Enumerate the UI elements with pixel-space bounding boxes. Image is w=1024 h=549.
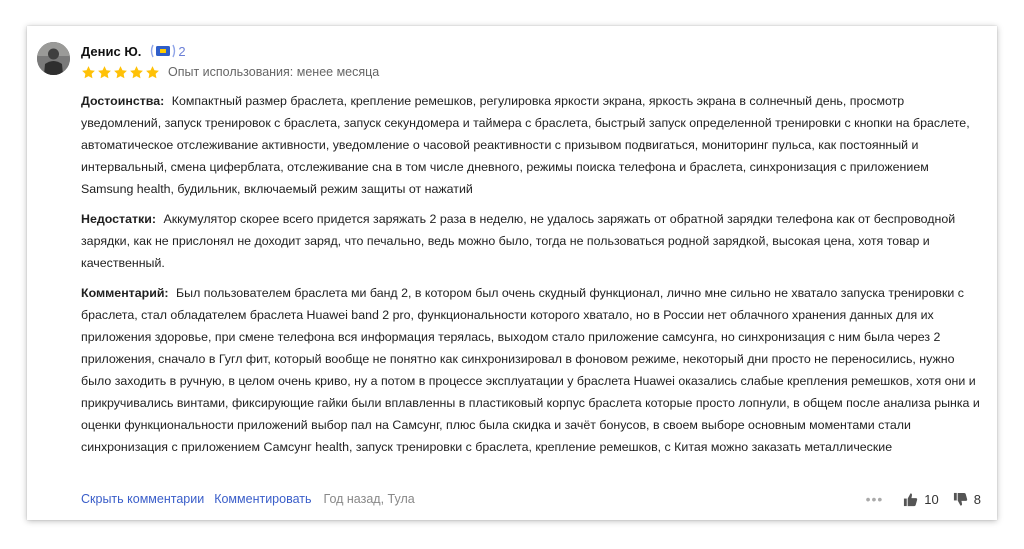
star-rating xyxy=(81,65,160,80)
review-actions xyxy=(866,488,981,510)
author-name[interactable]: Денис Ю. xyxy=(81,43,142,59)
pros-section xyxy=(81,90,981,200)
thumb-up-icon xyxy=(903,492,918,507)
user-level-badge-icon xyxy=(150,44,176,58)
review-body xyxy=(81,90,981,466)
dislike-count: 8 xyxy=(973,491,981,507)
pros-label: Достоинства: xyxy=(81,94,165,108)
comment-link[interactable]: Комментировать xyxy=(214,492,312,506)
star-icon xyxy=(145,65,160,80)
star-icon xyxy=(113,65,128,80)
experience-text: Опыт использования: менее месяца xyxy=(168,65,380,79)
avatar[interactable] xyxy=(37,42,70,75)
review-card xyxy=(27,26,997,520)
comment-label: Комментарий: xyxy=(81,286,169,300)
user-level-badge[interactable] xyxy=(150,44,185,59)
cons-section xyxy=(81,208,981,274)
star-icon xyxy=(129,65,144,80)
comment-section xyxy=(81,282,981,458)
review-date-location: Год назад, Тула xyxy=(323,492,415,506)
more-icon[interactable]: ••• xyxy=(865,491,884,507)
thumb-down-icon xyxy=(953,492,968,507)
pros-text: Компактный размер браслета, крепление ремешков, регулировка яркости экрана, яркость экрана в солнечный день, просмотр уведомлений, запуск тренировок с браслета, запуск секундомера и таймера с браслета, быстрый запуск определенной тренировки с кнопки на браслете, автоматическое отслеживание активности, уведомление о часовой реактивности с призывом подвигаться, мониторинг пульса, как постоянный и интервальный, смена циферблата, отслеживание сна в том числе дневного, режимы поиска телефона и браслета, синхронизация с приложением Samsung health, будильник, включаемый режим защиты от нажатий xyxy=(81,94,970,196)
like-button[interactable] xyxy=(903,492,938,507)
dislike-button[interactable] xyxy=(953,492,981,507)
comment-text: Был пользователем браслета ми банд 2, в котором был очень скудный функционал, лично мне сильно не хватало запуска тренировки с браслета, стал обладателем браслета Huawei band 2 pro, функциональности которого хватало, но в России нет облачного хранения данных для их приложения здоровье, при смене телефона вся информация терялась, выходом стало приложение самсунга, но синхронизация с ним была через 2 приложения, сначало в Гугл фит, который вообще не понятно как синхронизировал в фоновом режиме, некоторый дни просто не переносились, нужно было заходить в ручную, в целом очень криво, ну а потом в процессе эксплуатации у браслета Huawei оказались слабые крепления ремешков, хотя они и прикручивались винтами, фиксирующие гайки были вплавленны в пластиковый корпус браслета которые просто лопнули, в общем после анализа рынка и оценки функциональности приложений выбор пал на Самсунг, плюс была скидка и зачёт бонусов, в своем выборе основным моментами стали синхронизация с приложением Самсунг health, запуск тренировки с браслета, крепление ремешков, с Китая можно заказать металлические xyxy=(81,286,980,454)
badge-count: 2 xyxy=(178,43,186,59)
rating-row xyxy=(81,64,379,80)
star-icon xyxy=(81,65,96,80)
cons-text: Аккумулятор скорее всего придется заряжать 2 раза в неделю, не удалось заряжать от обратной зарядки телефона как от беспроводной зарядки, как не прислонял не доходит заряд, что печально, ведь можно было, тогда не пользоваться родной зарядкой, высокая цена, хотя товар и качественный. xyxy=(81,212,956,270)
review-footer xyxy=(81,488,981,510)
cons-label: Недостатки: xyxy=(81,212,156,226)
author-row xyxy=(81,42,186,60)
like-count: 10 xyxy=(924,491,939,507)
avatar-image xyxy=(37,42,70,75)
hide-comments-link[interactable]: Скрыть комментарии xyxy=(81,492,205,506)
star-icon xyxy=(97,65,112,80)
